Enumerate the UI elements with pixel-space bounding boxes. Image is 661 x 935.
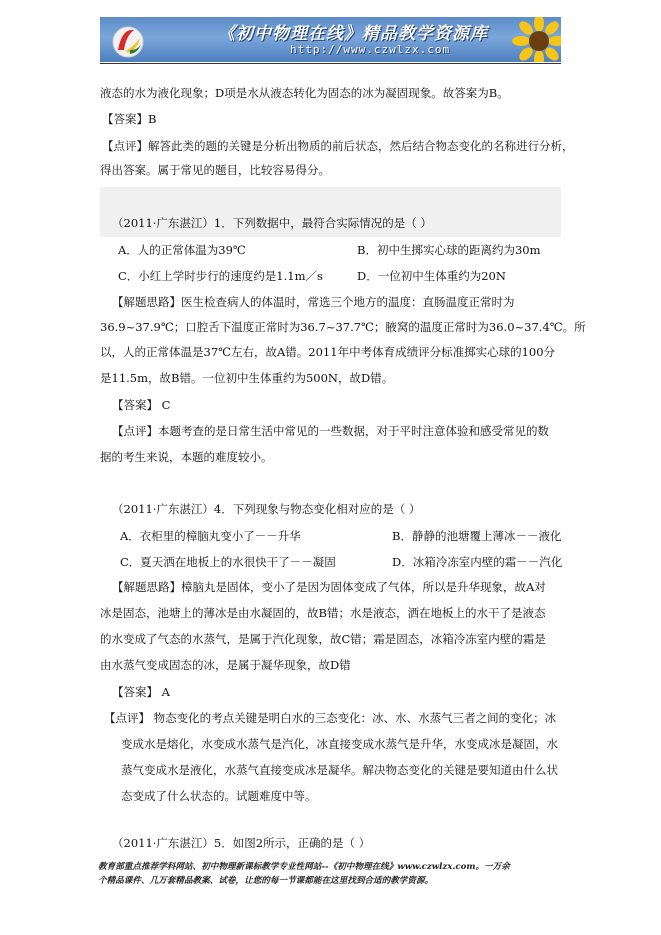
header-banner xyxy=(100,17,561,62)
sunflower-icon xyxy=(511,17,561,62)
comment-line: 态变成了什么状态的。试题难度中等。 xyxy=(121,789,317,803)
question-title: （2011·广东湛江）4．下列现象与物态变化相对应的是（ ） xyxy=(112,502,421,516)
option-b: B．初中生掷实心球的距离约为30m xyxy=(357,243,541,257)
analysis-line: 由水蒸气变成固态的冰，是属于凝华现象，故D错 xyxy=(100,658,351,672)
option-b: B．静静的池塘覆上薄冰－－液化 xyxy=(392,529,562,543)
site-url[interactable]: http://www.czwlzx.com xyxy=(290,43,451,56)
site-logo-icon xyxy=(108,20,148,60)
analysis-line: 的水变成了气态的水蒸气，是属于汽化现象，故C错；霜是固态，冰箱冷冻室内壁的霜是 xyxy=(100,632,546,646)
footer-line: 个精品课件、几万套精品教案、试卷，让您的每一节课都能在这里找到合适的教学资源。 xyxy=(98,876,434,886)
comment-line: 得出答案。属于常见的题目，比较容易得分。 xyxy=(100,163,330,177)
question-title: （2011·广东湛江）1．下列数据中，最符合实际情况的是（ ） xyxy=(112,216,432,230)
text-line: 液态的水为液化现象；D项是水从液态转化为固态的冰为凝固现象。故答案为B。 xyxy=(100,86,509,100)
comment-line: 【点评】 物态变化的考点关键是明白水的三态变化：冰、水、水蒸气三者之间的变化；冰 xyxy=(104,711,557,725)
site-title: 《初中物理在线》精品教学资源库 xyxy=(218,24,488,44)
analysis-line: 【解题思路】医生检查病人的体温时，常选三个地方的温度：直肠温度正常时为 xyxy=(112,295,515,309)
analysis-line: 【解题思路】樟脑丸是固体，变小了是因为固体变成了气体，所以是升华现象，故A对 xyxy=(112,580,546,594)
comment-line: 据的考生来说，本题的难度较小。 xyxy=(100,450,273,464)
comment-line: 变成水是熔化，水变成水蒸气是汽化，冰直接变成水蒸气是升华，水变成冰是凝固，水 xyxy=(121,737,558,751)
analysis-line: 是11.5m，故B错。一位初中生体重约为500N，故D错。 xyxy=(100,371,394,385)
comment-line: 【点评】本题考查的是日常生活中常见的一些数据，对于平时注意体验和感受常见的数 xyxy=(112,424,549,438)
option-c: C．夏天洒在地板上的水很快干了－－凝固 xyxy=(120,555,336,569)
analysis-line: 冰是固态，池塘上的薄冰是由水凝固的，故B错；水是液态，洒在地板上的水干了是液态 xyxy=(100,606,546,620)
answer-label: 【答案】 A xyxy=(112,685,170,699)
footer-line: 教育部重点推荐学科网站、初中物理新课标教学专业性网站--《初中物理在线》www.czwlzx.com。一万余 xyxy=(98,862,510,872)
answer-label: 【答案】 C xyxy=(112,398,171,412)
option-d: D．一位初中生体重约为20N xyxy=(357,269,506,283)
option-d: D．冰箱冷冻室内壁的霜－－汽化 xyxy=(392,555,563,569)
option-c: C．小红上学时步行的速度约是1.1m／s xyxy=(118,269,323,283)
analysis-line: 以，人的正常体温是37℃左右，故A错。2011年中考体育成绩评分标准掷实心球的100分 xyxy=(100,345,556,359)
answer-label: 【答案】B xyxy=(102,112,157,126)
analysis-line: 36.9~37.9℃；口腔舌下温度正常时为36.7~37.7℃；腋窝的温度正常时为36.0~37.4℃。所 xyxy=(100,320,586,334)
option-a: A．衣柜里的樟脑丸变小了－－升华 xyxy=(120,529,301,543)
option-a: A．人的正常体温为39℃ xyxy=(118,243,246,257)
comment-line: 蒸气变成水是液化，水蒸气直接变成冰是凝华。解决物态变化的关键是要知道由什么状 xyxy=(121,763,558,777)
header-divider xyxy=(100,63,561,64)
comment-line: 【点评】解答此类的题的关键是分析出物质的前后状态，然后结合物态变化的名称进行分析， xyxy=(102,139,574,153)
question-title: （2011·广东湛江）5．如图2所示，正确的是（ ） xyxy=(112,836,371,850)
